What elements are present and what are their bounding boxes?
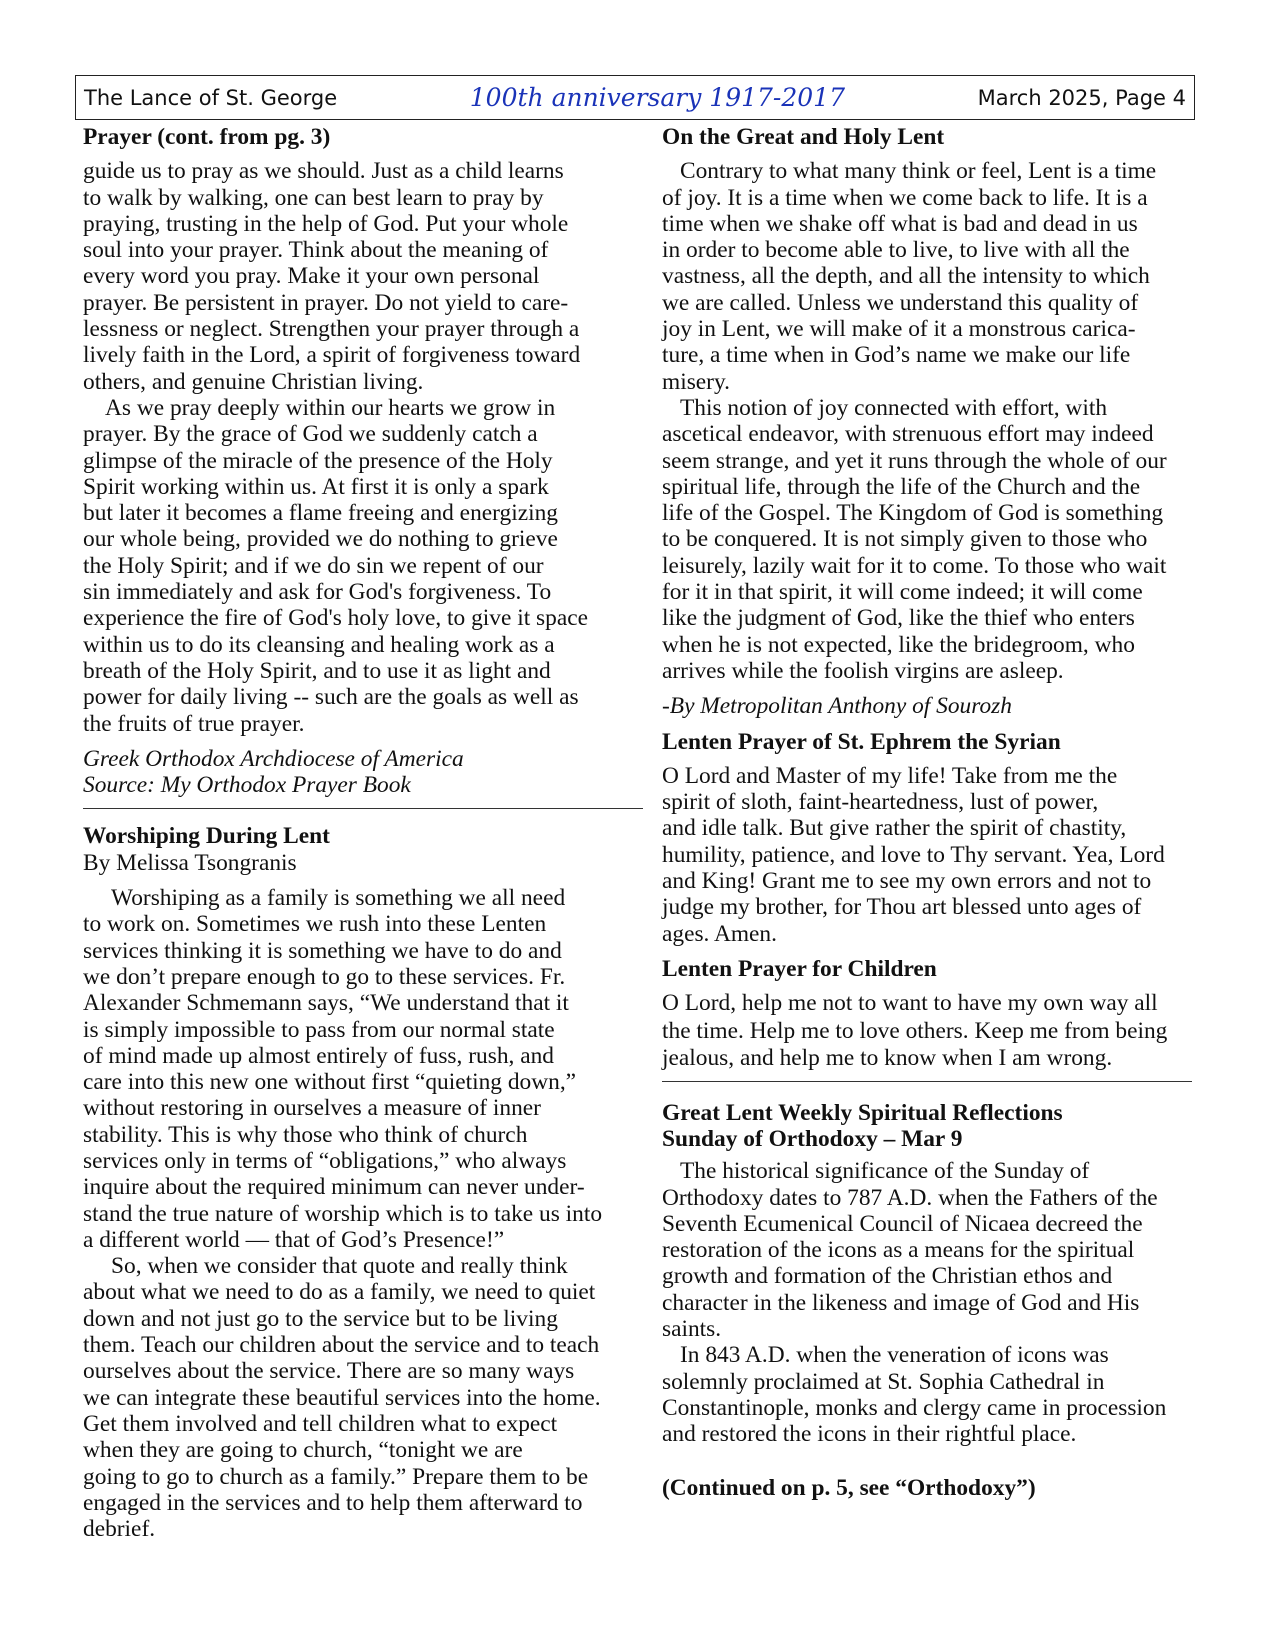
text-line: ascetical endeavor, with strenuous effort may indeed — [662, 421, 1154, 448]
text-line: spiritual life, through the life of the Church and the — [662, 473, 1141, 500]
text-line: Orthodoxy dates to 787 A.D. when the Fathers of the — [662, 1184, 1158, 1211]
text-line: Constantinople, monks and clergy came in procession — [662, 1394, 1167, 1421]
worship-article — [83, 823, 643, 1542]
lent-heading: On the Great and Holy Lent — [662, 124, 945, 150]
text-line: lessness or neglect. Strengthen your prayer through a — [83, 316, 580, 343]
issue-date-page: March 2025, Page 4 — [977, 85, 1186, 110]
text-line: glimpse of the miracle of the presence of the Holy — [83, 447, 553, 474]
text-line: stand the true nature of worship which is to take us into — [83, 1200, 603, 1227]
text-line: a different world — that of God’s Presence!” — [83, 1226, 505, 1253]
text-line: breath of the Holy Spirit, and to use it as light and — [83, 657, 551, 684]
text-line: and restored the icons in their rightful place. — [662, 1421, 1077, 1448]
reflections-subheading: Sunday of Orthodoxy – Mar 9 — [662, 1126, 963, 1152]
text-line: without restoring in ourselves a measure of inner — [83, 1095, 541, 1122]
text-line: time when we shake off what is bad and dead in us — [662, 210, 1138, 237]
text-line: services only in terms of “obligations,” who always — [83, 1147, 567, 1174]
text-line: spirit of sloth, faint-heartedness, lust of power, — [662, 789, 1099, 816]
prayer-source-book: Source: My Orthodox Prayer Book — [83, 772, 411, 799]
reflections-heading: Great Lent Weekly Spiritual Reflections — [662, 1099, 1063, 1126]
text-line: In 843 A.D. when the veneration of icons was — [680, 1342, 1109, 1369]
text-line: power for daily living -- such are the goals as well as — [83, 684, 579, 711]
left-column — [83, 124, 643, 1542]
continued-note: (Continued on p. 5, see “Orthodoxy”) — [662, 1474, 1036, 1501]
prayer-heading: Prayer (cont. from pg. 3) — [83, 124, 331, 150]
text-line: O Lord and Master of my life! Take from me the — [662, 762, 1118, 789]
text-line: but later it becomes a flame freeing and energizing — [83, 500, 558, 527]
text-line: we can integrate these beautiful services into the home. — [83, 1384, 601, 1411]
text-line: the time. Help me to love others. Keep me from being — [662, 1017, 1168, 1044]
text-line: to walk by walking, one can best learn to pray by — [83, 184, 544, 211]
lent-paragraph-2 — [662, 395, 1207, 684]
lent-attribution: -By Metropolitan Anthony of Sourozh — [662, 693, 1012, 720]
text-line: Spirit working within us. At first it is only a spark — [83, 473, 549, 500]
text-line: care into this new one without first “quieting down,” — [83, 1069, 577, 1096]
text-line: about what we need to do as a family, we need to quiet — [83, 1279, 596, 1306]
text-line: The historical significance of the Sunday of — [680, 1158, 1090, 1185]
worship-paragraph-1 — [83, 885, 643, 1253]
section-divider — [83, 808, 643, 809]
newsletter-title: The Lance of St. George — [84, 85, 338, 110]
text-line: arrives while the foolish virgins are asleep. — [662, 657, 1064, 684]
text-line: As we pray deeply within our hearts we grow in — [105, 394, 556, 421]
text-line: to be conquered. It is not simply given to those who — [662, 526, 1148, 553]
children-heading: Lenten Prayer for Children — [662, 955, 937, 982]
text-line: them. Teach our children about the service and to teach — [83, 1332, 600, 1359]
text-line: restoration of the icons as a means for the spiritual — [662, 1237, 1135, 1264]
text-line: lively faith in the Lord, a spirit of forgiveness toward — [83, 342, 581, 369]
text-line: saints. — [662, 1316, 722, 1343]
prayer-paragraph-2 — [83, 395, 643, 737]
children-prayer — [662, 956, 1207, 1073]
prayer-source-org: Greek Orthodox Archdiocese of America — [83, 745, 464, 772]
prayer-paragraph-1 — [83, 158, 643, 395]
text-line: praying, trusting in the help of God. Put your whole — [83, 210, 569, 237]
text-line: Get them involved and tell children what to expect — [83, 1410, 558, 1437]
text-line: others, and genuine Christian living. — [83, 368, 424, 395]
text-line: jealous, and help me to know when I am wrong. — [662, 1045, 1113, 1072]
text-line: is simply impossible to pass from our normal state — [83, 1016, 555, 1043]
text-line: going to go to church as a family.” Prepare them to be — [83, 1463, 589, 1490]
text-line: to work on. Sometimes we rush into these Lenten — [83, 911, 547, 938]
text-line: down and not just go to the service but to be living — [83, 1305, 558, 1332]
text-line: prayer. Be persistent in prayer. Do not yield to care- — [83, 289, 569, 316]
lent-article — [662, 124, 1207, 720]
text-line: misery. — [662, 368, 730, 395]
text-line: experience the fire of God's holy love, to give it space — [83, 605, 588, 632]
worship-byline: By Melissa Tsongranis — [83, 849, 297, 876]
text-line: life of the Gospel. The Kingdom of God is something — [662, 500, 1164, 527]
prayer-article — [83, 124, 643, 798]
text-line: character in the likeness and image of God and His — [662, 1289, 1140, 1316]
text-line: leisurely, lazily wait for it to come. To those who wait — [662, 552, 1167, 579]
text-line: seem strange, and yet it runs through the whole of our — [662, 447, 1167, 474]
text-line: guide us to pray as we should. Just as a child learns — [83, 158, 564, 185]
text-line: our whole being, provided we do nothing to grieve — [83, 526, 558, 553]
text-line: and idle talk. But give rather the spirit of chastity, — [662, 815, 1127, 842]
text-line: growth and formation of the Christian ethos and — [662, 1263, 1113, 1290]
text-line: every word you pray. Make it your own personal — [83, 263, 540, 290]
text-line: humility, patience, and love to Thy servant. Yea, Lord — [662, 841, 1165, 868]
text-line: we don’t prepare enough to go to these services. Fr. — [83, 963, 566, 990]
text-line: debrief. — [83, 1516, 156, 1543]
ephrem-text — [662, 763, 1207, 947]
children-text — [662, 990, 1207, 1073]
text-line: judge my brother, for Thou art blessed unto ages of — [662, 894, 1142, 921]
lent-paragraph-1 — [662, 158, 1207, 395]
text-line: Seventh Ecumenical Council of Nicaea decreed the — [662, 1210, 1143, 1237]
text-line: of mind made up almost entirely of fuss, rush, and — [83, 1042, 554, 1069]
ephrem-prayer — [662, 729, 1207, 947]
ephrem-heading: Lenten Prayer of St. Ephrem the Syrian — [662, 728, 1061, 755]
text-line: ourselves about the service. There are so many ways — [83, 1358, 575, 1385]
text-line: So, when we consider that quote and really think — [111, 1253, 568, 1280]
text-line: This notion of joy connected with effort, with — [680, 394, 1108, 421]
text-line: prayer. By the grace of God we suddenly catch a — [83, 421, 538, 448]
anniversary-banner: 100th anniversary 1917-2017 — [469, 83, 845, 112]
text-line: sin immediately and ask for God's forgiveness. To — [83, 579, 552, 606]
text-line: engaged in the services and to help them afterward to — [83, 1489, 583, 1516]
reflections-paragraph-1 — [662, 1158, 1207, 1342]
text-line: O Lord, help me not to want to have my own way all — [662, 990, 1158, 1017]
text-line: Contrary to what many think or feel, Lent is a time — [680, 158, 1157, 185]
text-line: we are called. Unless we understand this quality of — [662, 289, 1139, 316]
text-line: of joy. It is a time when we come back to life. It is a — [662, 184, 1148, 211]
text-line: and King! Grant me to see my own errors and not to — [662, 868, 1152, 895]
text-line: like the judgment of God, like the thief who enters — [662, 605, 1135, 632]
text-line: solemnly proclaimed at St. Sophia Cathedral in — [662, 1368, 1105, 1395]
text-line: soul into your prayer. Think about the meaning of — [83, 237, 549, 264]
text-line: in order to become able to live, to live with all the — [662, 237, 1130, 264]
reflections-paragraph-2 — [662, 1342, 1207, 1447]
text-line: Alexander Schmemann says, “We understand that it — [83, 990, 569, 1017]
worship-heading: Worshiping During Lent — [83, 823, 330, 850]
right-column — [662, 124, 1207, 1501]
text-line: within us to do its cleansing and healing work as a — [83, 631, 555, 658]
text-line: for it in that spirit, it will come indeed; it will come — [662, 579, 1143, 606]
text-line: services thinking it is something we have to do and — [83, 937, 562, 964]
section-divider — [662, 1081, 1192, 1082]
text-line: Worshiping as a family is something we all need — [111, 885, 566, 912]
text-line: the fruits of true prayer. — [83, 710, 305, 737]
text-line: vastness, all the depth, and all the intensity to which — [662, 263, 1150, 290]
text-line: joy in Lent, we will make of it a monstrous carica- — [662, 316, 1136, 343]
text-line: stability. This is why those who think of church — [83, 1121, 528, 1148]
text-line: when he is not expected, like the bridegroom, who — [662, 631, 1135, 658]
page-header — [75, 75, 1195, 120]
text-line: ages. Amen. — [662, 920, 777, 947]
text-line: the Holy Spirit; and if we do sin we repent of our — [83, 552, 544, 579]
text-line: ture, a time when in God’s name we make our life — [662, 342, 1131, 369]
reflections-article — [662, 1100, 1207, 1501]
text-line: when they are going to church, “tonight we are — [83, 1437, 523, 1464]
worship-paragraph-2 — [83, 1253, 643, 1542]
text-line: inquire about the required minimum can never under- — [83, 1174, 585, 1201]
